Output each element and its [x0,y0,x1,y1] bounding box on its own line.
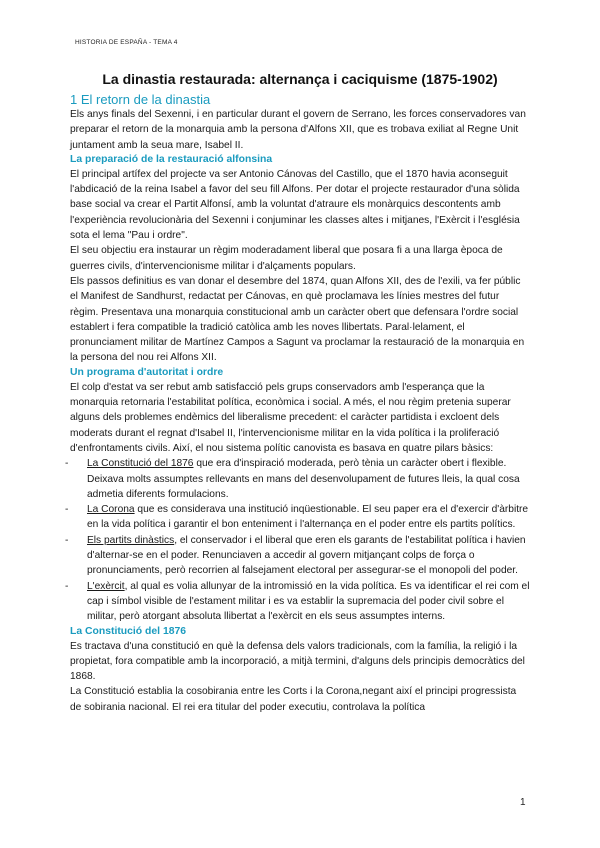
pillars-list [65,456,530,624]
list-item-text: que es considerava una institució inqüestionable. El seu paper era el d'exercir d'àrbitre en la vida política i garantir el bon enteniment i l'alternança en el poder entre els partits polítics. [87,504,529,531]
section-heading: 1 El retorn de la dinastia [70,92,211,107]
page-number: 1 [520,797,526,808]
paragraph: El colp d'estat va ser rebut amb satisfacció pels grups conservadors amb l'esperança que la monarquia retornaria l'estabilitat política, econòmica i social. A més, el nou règim pretenia superar alguns dels problemes endèmics del liberalisme precedent: el caràcter partidista i excloent dels moderats durant el regnat d'Isabel II, l'intervencionisme militar en la vida política i la proliferació d'enfrontaments civils. Així, el nou sistema polític canovista es basava en quatre pilars bàsics: [70,381,511,454]
list-item [65,533,530,579]
list-item-term: Els partits dinàstics [87,534,175,546]
list-dash: - [65,580,69,592]
list-item [65,502,530,533]
paragraph: El principal artífex del projecte va ser Antonio Cánovas del Castillo, que el 1870 havia aconseguit l'abdicació de la reina Isabel a favor del seu fill Alfons. Per dotar el projecte restaurador d'una sòlida base social va crear el Partit Alfonsí, amb la voluntat d'atraure els monàrquics descontents amb l'experiència revolucionària del Sexenni i conjuminar les classes altes i mitjanes, l'Exèrcit i l'església sota el lema "Pau i ordre". [70,168,520,242]
list-item-text: , al qual es volia allunyar de la intromissió en la vida política. Es va identificar el rei com el cap i símbol visible de l'estament militar i es va establir la supremacia del poder civil sobre el militar, però atorgant absoluta llibertat a l'exèrcit en els seus assumptes interns. [87,580,530,623]
list-item-term: L'exèrcit [87,580,125,592]
list-dash: - [65,504,69,516]
paragraph: El seu objectiu era instaurar un règim moderadament liberal que posara fi a una llarga època de guerres civils, d'intervencionisme militar i d'alçaments populars. [70,245,503,272]
list-item-text: que era d'inspiració moderada, però tènia un caràcter obert i flexible. Deixava molts assumptes rellevants en mans del desenvolupament de futures lleis, la qual cosa admetia diferents formulacions. [87,458,520,500]
paragraph: Els anys finals del Sexenni, i en particular durant el govern de Serrano, les forces conservadores van preparar el retorn de la monarquia amb la persona d'Alfons XII, que es trobava exiliat al Regne Unit juntament amb la seua mare, Isabel II. [70,109,526,151]
list-item-text: , el conservador i el liberal que eren els garants de l'estabilitat política i havien d'alternar-se en el poder. Renunciaven a accedir al govern mitjançant colps de força o pronunciaments, però recorrien al falsejament electoral per assegurar-se el monopoli del poder. [87,534,526,577]
subsection-heading: Un programa d'autoritat i ordre [70,366,224,378]
document-title: La dinastia restaurada: alternança i caciquisme (1875-1902) [102,71,498,87]
running-header: HISTORIA DE ESPAÑA - TEMA 4 [75,39,178,46]
list-item [65,579,530,625]
list-dash: - [65,534,69,546]
list-item [65,456,530,502]
paragraph: La Constitució establia la cosobirania entre les Corts i la Corona,negant així el principi progressista de sobirania nacional. El rei era titular del poder executiu, controlava la política [70,686,517,713]
list-dash: - [65,458,69,470]
subsection-heading: La Constitució del 1876 [70,625,187,637]
paragraph: Es tractava d'una constitució en què la defensa dels valors tradicionals, com la família, la religió i la propietat, fora compatible amb la incorporació, a mitjà termini, d'alguns dels principis democràtics del 1868. [70,640,525,683]
subsection-heading: La preparació de la restauració alfonsina [70,153,273,165]
document-body [65,70,530,715]
list-item-term: La Constitució del 1876 [87,458,194,470]
paragraph: Els passos definitius es van donar el desembre del 1874, quan Alfons XII, des de l'exili, va fer públic el Manifest de Sandhurst, redactat per Cánovas, en què proclamava les línies mestres del futur règim. Presentava una monarquia constitucional amb un caràcter obert que defensara l'ordre social establert i fera compatible la tradició catòlica amb les noves llibertats. Paral·lelament, el pronunciament militar de Martínez Campos a Sagunt va proclamar la restauració de la monarquia en la persona del nou rei Alfons XII. [70,275,525,364]
list-item-term: La Corona [87,504,135,516]
